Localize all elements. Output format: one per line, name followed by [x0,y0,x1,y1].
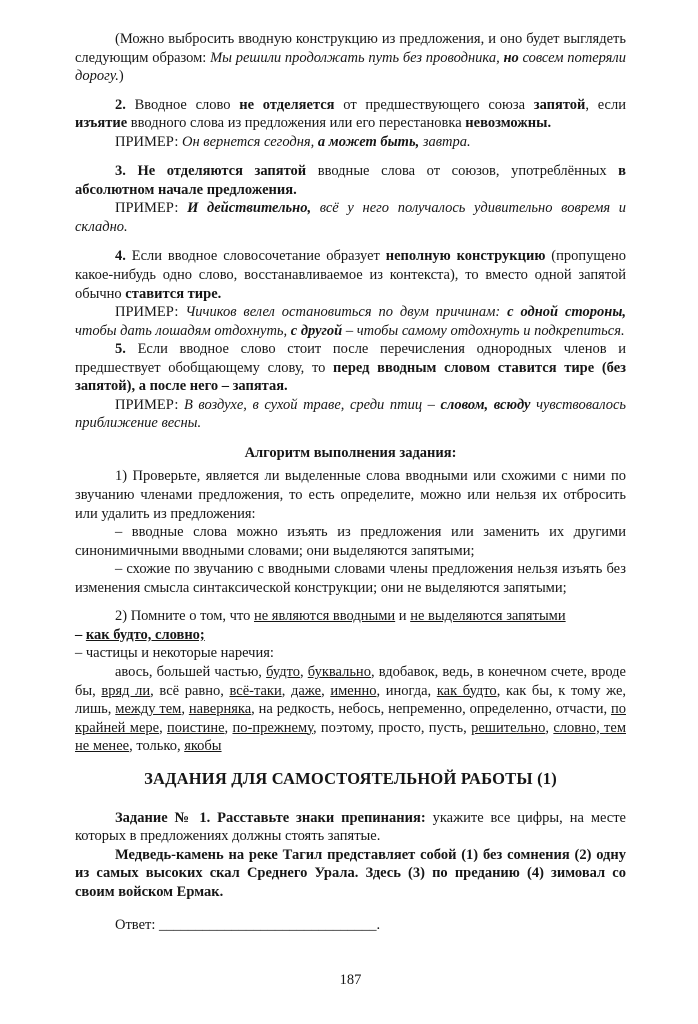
text-segment: вряд ли [101,682,151,699]
text-segment: между тем [115,701,182,718]
text-segment: Он вернется сегодня, [182,133,318,150]
text-segment: именно [330,682,377,699]
page-footer [75,971,626,1024]
algorithm-heading [75,444,626,463]
text-segment: чтобы дать лошадям отдохнуть, [75,322,291,339]
text-segment: в абсолютном начале предложения. [75,163,627,198]
rule-5 [75,340,626,396]
text-segment: ЗАДАНИЯ ДЛЯ САМОСТОЯТЕЛЬНОЙ РАБОТЫ (1) [144,768,557,788]
rule-3 [75,162,626,199]
example-3 [75,199,626,236]
text-segment: Алгоритм выполнения задания: [244,444,457,461]
text-segment: и [395,608,411,625]
text-segment: 3. Не отделяются запятой [115,163,307,180]
answer-line [75,916,626,935]
text-segment: , на редкость, небось, непременно, определенно, отчасти, [251,701,611,718]
text-segment: как будто, словно; [85,626,205,643]
rule-4 [75,247,626,303]
text-segment: – вводные слова можно изъять из предложения или заменить их другими синонимичными вводными словами; они выделяются запятыми; [75,524,626,559]
text-segment: , иногда, [376,682,437,699]
text-segment: (Можно выбросить вводную конструкцию из предложения, и оно будет выглядеть следующим образом: [75,31,626,66]
text-segment: запятой [533,96,586,113]
text-segment: ПРИМЕР: [115,133,183,150]
text-segment: даже [290,682,322,699]
text-segment: ) [118,68,124,85]
page-number: 187 [339,972,362,989]
text-segment: – частицы и некоторые наречия: [75,645,274,662]
intro-note [75,30,626,86]
text-segment: поистине [167,719,225,736]
text-segment: , [181,701,189,718]
text-segment: Мы решили продолжать путь без проводника, [210,49,504,66]
text-segment: якобы [184,738,222,755]
text-segment: , [159,719,168,736]
algorithm-bullet-removable [75,523,626,560]
text-segment: а может быть, [317,133,420,150]
text-segment: ПРИМЕР: [115,200,188,217]
text-segment: (пропущено какое-нибудь одно слово, восстанавливаемое из контекста), то вместо одной запятой обычно [75,248,626,302]
text-segment: , [300,663,308,680]
text-segment: Вводное слово [125,96,240,113]
text-segment: , [321,682,331,699]
text-segment: ПРИМЕР: [115,396,184,413]
bullet-kak-budto [75,626,626,645]
text-segment: 1) Проверьте, является ли выделенные слова вводными или схожими с ними по звучанию членами предложения, то есть определите, можно или нельзя их отбросить или удалить из предложения: [75,468,626,522]
text-segment: 2) Помните о том, что [115,608,254,625]
text-segment: от предшествующего союза [334,96,534,113]
example-5 [75,396,626,433]
text-segment: невозможны. [465,115,552,132]
text-segment: всё у него получалось удивительно вовремя и складно. [75,200,626,235]
text-segment: , [224,719,233,736]
text-segment: Если вводное словосочетание образует [125,248,386,265]
text-segment: Если вводное слово стоит после перечисления однородных членов и предшествует обобщающему слову, то [75,341,626,376]
tasks-heading [75,768,626,789]
text-segment: с другой [290,322,343,339]
text-segment: – чтобы самому отдохнуть и подкрепиться. [342,322,625,339]
text-segment: 2. [115,96,126,113]
task-1-sentence [75,846,626,902]
text-segment: перед вводным словом ставится тире (без запятой), а после него – запятая. [75,359,626,395]
text-segment: неполную конструкцию [385,248,546,265]
text-segment: 5. [115,341,126,358]
algorithm-step-1 [75,467,626,523]
text-segment: ______________________________ [159,916,377,933]
text-segment: , всё равно, [150,682,230,699]
text-segment: решительно [471,719,546,736]
text-segment: но [503,49,519,66]
text-segment: не выделяются запятыми [410,608,566,625]
bullet-particles-label [75,644,626,663]
text-segment: Чичиков велел остановиться по двум причинам: [185,304,508,321]
text-segment: ставится тире. [125,285,222,302]
text-segment: , [545,719,554,736]
text-segment: ПРИМЕР: [115,304,186,321]
text-segment: с одной стороны, [507,304,627,321]
text-segment: вводные слова от союзов, употреблённых [306,163,619,180]
text-segment: не отделяется [239,96,335,113]
algorithm-bullet-similar [75,560,626,597]
text-segment: будто [266,663,300,680]
text-segment: совсем потеряли дорогу. [75,49,626,85]
text-segment: Задание № 1. Расставьте знаки препинания: [115,809,426,826]
text-segment: – схожие по звучанию с вводными словами члены предложения нельзя изъять без изменения смысла синтаксической конструкции; они не выделяются запятыми; [75,561,626,596]
text-segment: , если [585,96,626,113]
rule-2 [75,96,626,133]
text-segment: не являются вводными [253,608,396,625]
text-segment: как будто [436,682,497,699]
document-content [75,30,626,934]
algorithm-step-2 [75,607,626,626]
text-segment: , [281,682,291,699]
text-segment: изъятие [75,115,128,132]
text-segment: завтра. [419,133,471,150]
example-2 [75,133,626,152]
text-segment: всё-таки [229,682,282,699]
text-segment: вводного слова из предложения или его перестановка [127,115,466,132]
text-segment: по-прежнему [232,719,313,736]
text-segment: буквально [307,663,371,680]
example-4 [75,303,626,340]
text-segment: , как бы, к тому же, лишь, [75,682,627,718]
text-segment: Ответ: [115,916,159,933]
text-segment: укажите все цифры, на месте которых в предложениях должны стоять запятые. [75,809,626,845]
text-segment: , поэтому, просто, пусть, [312,719,472,736]
text-segment: . [376,916,381,933]
task-1-instruction [75,809,626,846]
text-segment: по крайней мере [75,701,626,736]
text-segment: В воздухе, в сухой траве, среди птиц – [183,396,441,413]
text-segment: наверняка [188,701,252,718]
text-segment: словно, тем не менее [75,719,627,755]
text-segment: словом, всюду [440,396,531,413]
text-segment: – [75,626,86,643]
text-segment: авось, большей частью, [115,663,267,680]
text-segment: чувствовалось приближение весны. [75,396,627,432]
text-segment: , только, [129,738,185,755]
text-segment: Медведь-камень на реке Тагил представляет собой (1) без сомнения (2) одну из самых высоких скал Среднего Урала. Здесь (3) по преданию (4) зимовал со своим войском Ермак. [75,846,626,900]
text-segment: , вдобавок, ведь, в конечном счете, вроде бы, [75,663,626,699]
particles-list [75,663,626,756]
text-segment: И действительно, [187,200,312,217]
text-segment: 4. [115,248,126,265]
